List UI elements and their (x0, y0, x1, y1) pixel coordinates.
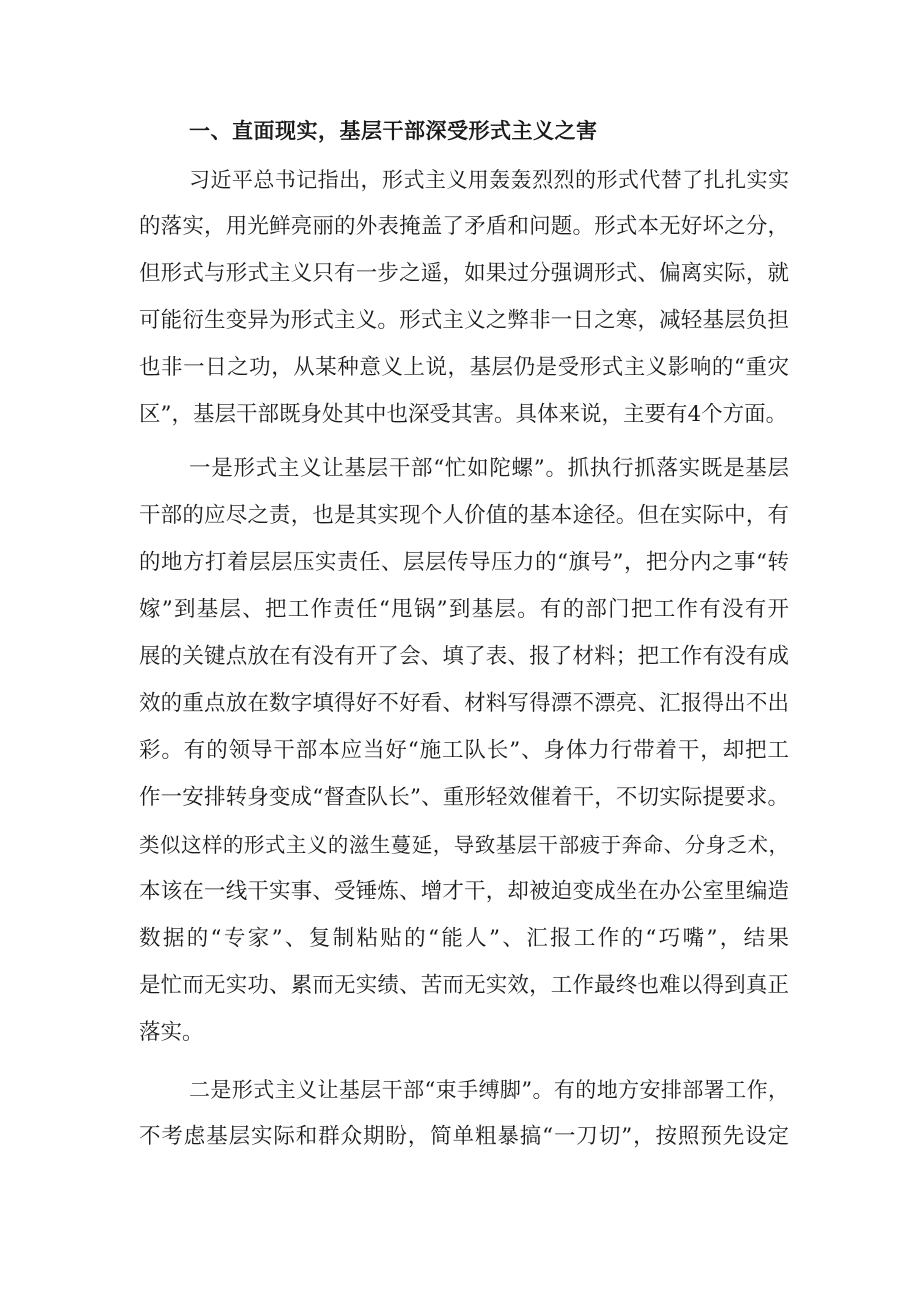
paragraph-2-line: 数据的“专家”、复制粘贴的“能人”、汇报工作的“巧嘴”，结果 (139, 926, 789, 951)
paragraph-2-line: 类似这样的形式主义的滋生蔓延，导致基层干部疲于奔命、分身乏术， (139, 833, 789, 857)
paragraph-2-line: 落实。 (139, 1020, 204, 1045)
paragraph-2-line: 彩。有的领导干部本应当好“施工队长”、身体力行带着干，却把工 (139, 738, 789, 763)
paragraph-1-line: 也非一日之功，从某种意义上说，基层仍是受形式主义影响的“重灾 (139, 355, 789, 380)
paragraph-2-line: 干部的应尽之责，也是其实现个人价值的基本途径。但在实际中，有 (139, 503, 789, 528)
paragraph-2-line: 展的关键点放在有没有开了会、填了表、报了材料；把工作有没有成 (139, 644, 789, 669)
paragraph-2-line: 嫁”到基层、把工作责任“甩锅”到基层。有的部门把工作有没有开 (139, 597, 789, 622)
paragraph-2-line: 的地方打着层层压实责任、层层传导压力的“旗号”，把分内之事“转 (139, 550, 789, 575)
paragraph-1-line: 习近平总书记指出，形式主义用轰轰烈烈的形式代替了扎扎实实 (189, 168, 789, 192)
paragraph-2-line: 效的重点放在数字填得好不好看、材料写得漂不漂亮、汇报得出不出 (139, 691, 789, 716)
paragraph-1-line: 可能衍生变异为形式主义。形式主义之弊非一日之寒，减轻基层负担 (139, 308, 789, 333)
paragraph-1-line: 的落实，用光鲜亮丽的外表掩盖了矛盾和问题。形式本无好坏之分， (139, 214, 789, 239)
paragraph-2-line: 作一安排转身变成“督查队长”、重形轻效催着干，不切实际提要求。 (139, 785, 789, 810)
paragraph-2-line: 是忙而无实功、累而无实绩、苦而无实效，工作最终也难以得到真正 (139, 973, 789, 998)
paragraph-1-line: 但形式与形式主义只有一步之遥，如果过分强调形式、偏离实际，就 (139, 261, 789, 286)
paragraph-2-line: 本该在一线干实事、受锤炼、增才干，却被迫变成坐在办公室里编造 (139, 879, 789, 904)
paragraph-3-line: 不考虑基层实际和群众期盼，简单粗暴搞“一刀切”，按照预先设定 (139, 1124, 789, 1149)
paragraph-1-line: 区”，基层干部既身处其中也深受其害。具体来说，主要有4个方面。 (139, 402, 788, 427)
section-heading: 一、直面现实，基层干部深受形式主义之害 (189, 118, 598, 143)
paragraph-3-line: 二是形式主义让基层干部“束手缚脚”。有的地方安排部署工作， (189, 1078, 789, 1102)
paragraph-2-line: 一是形式主义让基层干部“忙如陀螺”。抓执行抓落实既是基层 (189, 456, 789, 481)
